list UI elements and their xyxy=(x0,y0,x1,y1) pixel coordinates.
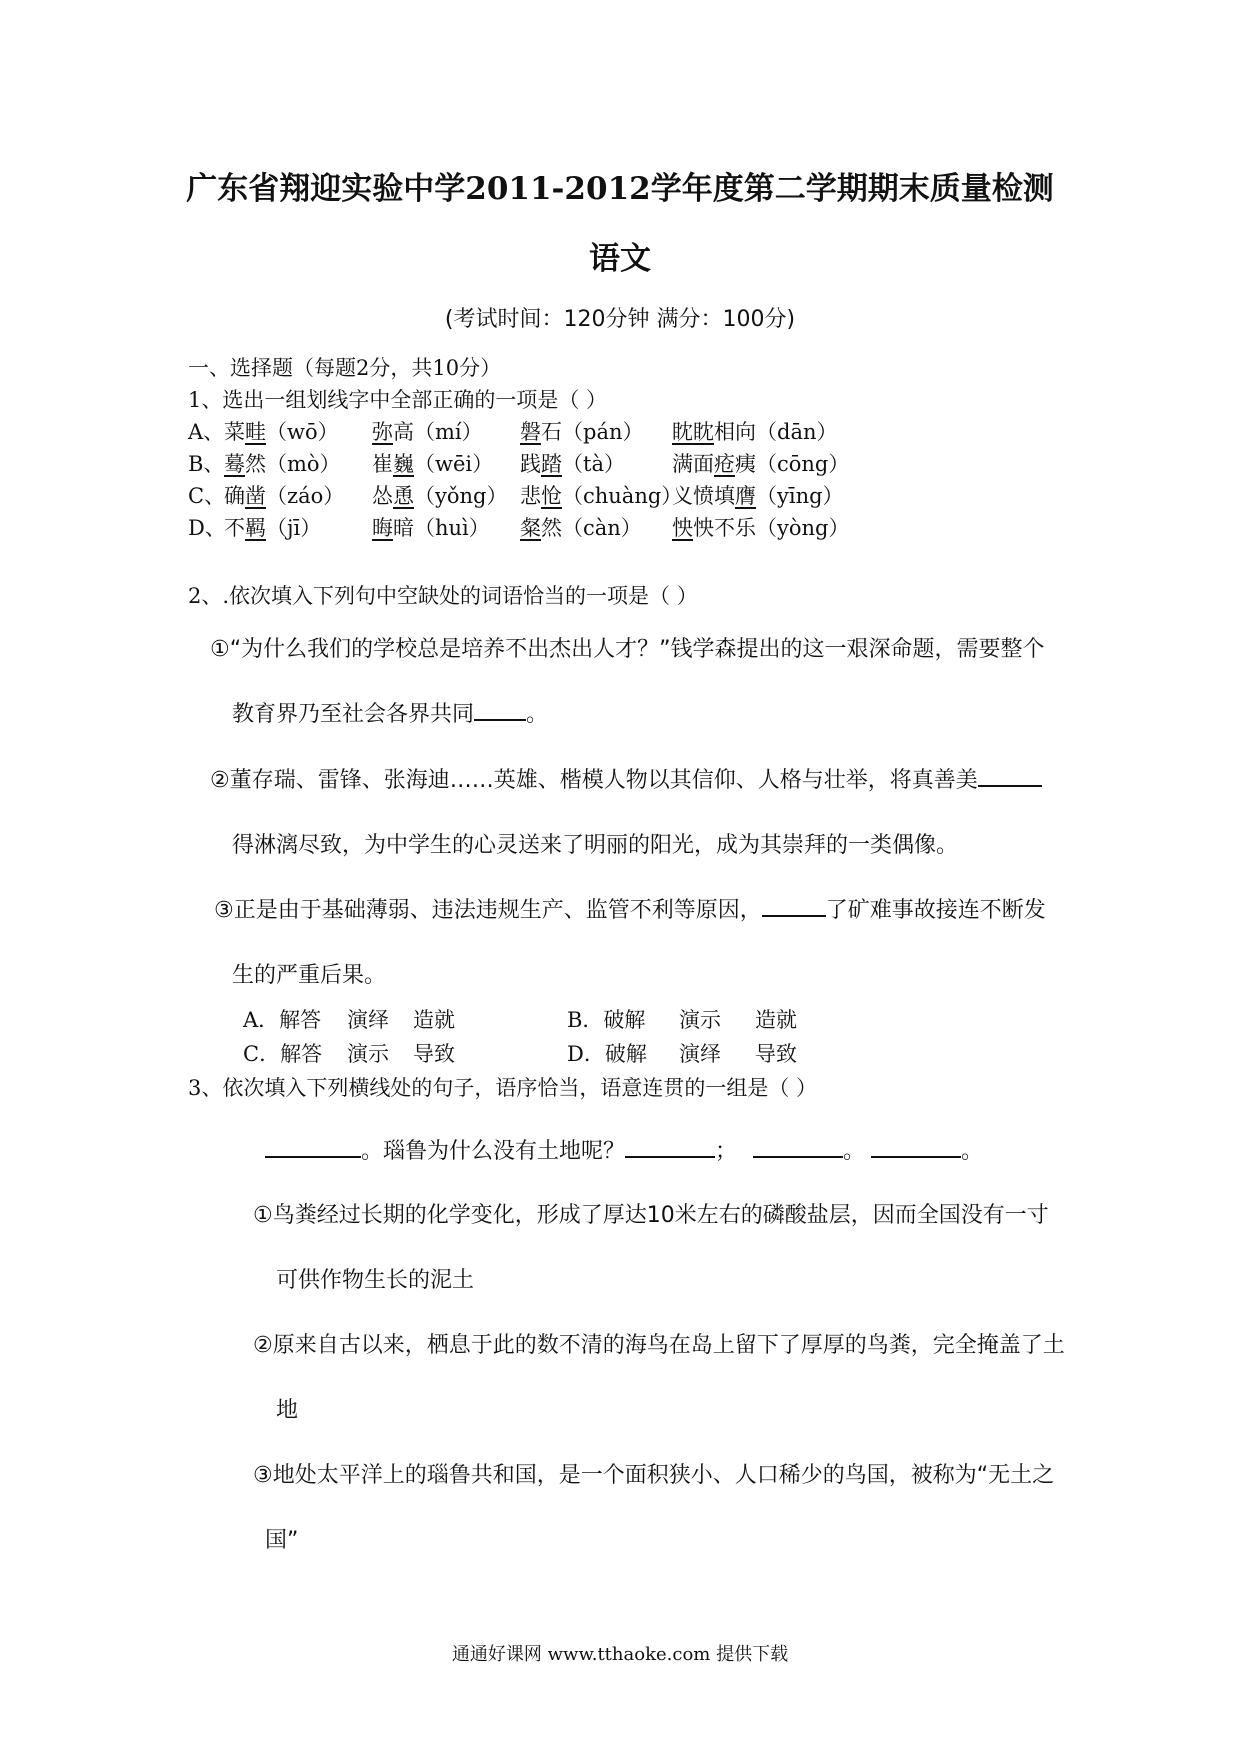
word-text: 悲 xyxy=(520,484,541,508)
word-text: 然 xyxy=(245,452,266,476)
q1-option-word xyxy=(372,512,490,542)
underlined-char: 凿 xyxy=(245,484,266,508)
q1-option-word xyxy=(224,480,344,510)
option-a xyxy=(243,1004,455,1034)
q1-option-word xyxy=(224,448,341,478)
fill-blank xyxy=(762,893,826,917)
underlined-char: 怏 xyxy=(672,516,693,540)
underlined-char: 巍 xyxy=(393,452,414,476)
word-text: 暗 xyxy=(393,516,414,540)
pinyin: （huì） xyxy=(414,516,490,540)
word-text: 相向 xyxy=(714,420,756,444)
question-3-sentence-1b: 可供作物生长的泥土 xyxy=(276,1268,475,1293)
sentence-text: ③正是由于基础薄弱、违法违规生产、监管不利等原因， xyxy=(214,898,762,923)
option-word: 造就 xyxy=(755,1008,797,1032)
word-text: 菜 xyxy=(224,420,245,444)
option-b xyxy=(567,1004,797,1034)
word-text: 满面 xyxy=(672,452,714,476)
question-3-sentence-3a: ③地处太平洋上的瑙鲁共和国，是一个面积狭小、人口稀少的鸟国，被称为“无土之 xyxy=(253,1463,1055,1488)
question-3-stem: 3、依次填入下列横线处的句子，语序恰当，语意连贯的一组是（ ） xyxy=(188,1076,818,1100)
option-word: 演示 xyxy=(347,1042,389,1066)
sentence-text: 教育界乃至社会各界共同 xyxy=(232,702,475,727)
fill-blank xyxy=(474,697,526,721)
q1-row-label: C、 xyxy=(188,484,226,508)
question-3-frame xyxy=(265,1134,983,1165)
sentence-text: 。 xyxy=(526,702,549,727)
option-word: B．破解 xyxy=(567,1008,646,1032)
option-d xyxy=(567,1038,797,1068)
underlined-char: 粲 xyxy=(520,516,541,540)
q1-option-word xyxy=(520,480,682,510)
underlined-char: 弥 xyxy=(372,420,393,444)
pinyin: （chuàng） xyxy=(562,484,683,508)
q1-option-word xyxy=(372,416,483,446)
question-3-sentence-2b: 地 xyxy=(276,1398,299,1423)
underlined-char: 恿 xyxy=(393,484,414,508)
q1-option-word xyxy=(520,512,642,542)
underlined-char: 晦 xyxy=(372,516,393,540)
q1-option-word xyxy=(520,416,644,446)
q1-option-word xyxy=(224,416,339,446)
word-text: 石 xyxy=(541,420,562,444)
exam-info: (考试时间：120分钟 满分：100分) xyxy=(444,307,796,332)
q1-option-word xyxy=(672,480,844,510)
q1-option-word xyxy=(672,512,849,542)
word-text: 然 xyxy=(541,516,562,540)
pinyin: （pán） xyxy=(562,420,644,444)
frame-text: ； xyxy=(715,1139,738,1164)
q1-row-label: B、 xyxy=(188,452,225,476)
q1-option-word xyxy=(372,448,493,478)
fill-blank xyxy=(625,1134,715,1158)
option-word: D．破解 xyxy=(567,1042,647,1066)
pinyin: （wēi） xyxy=(414,452,494,476)
word-text: 痍 xyxy=(735,452,756,476)
option-word: 导致 xyxy=(413,1042,455,1066)
option-word: 演绎 xyxy=(347,1008,389,1032)
underlined-char: 踏 xyxy=(541,452,562,476)
fill-blank xyxy=(265,1134,361,1158)
question-2-sentence-3b: 生的严重后果。 xyxy=(232,963,387,988)
fill-blank xyxy=(753,1134,843,1158)
question-2-sentence-1b xyxy=(232,697,548,728)
pinyin: （mò） xyxy=(266,452,341,476)
question-2-sentence-3a xyxy=(214,893,1046,924)
q1-option-word xyxy=(672,448,849,478)
pinyin: （yòng） xyxy=(756,516,850,540)
pinyin: （dān） xyxy=(756,420,838,444)
word-text: 崔 xyxy=(372,452,393,476)
question-3-sentence-1a: ①鸟粪经过长期的化学变化，形成了厚达10米左右的磷酸盐层，因而全国没有一寸 xyxy=(253,1203,1049,1228)
q1-row-label: A、 xyxy=(188,420,225,444)
pinyin: （mí） xyxy=(414,420,483,444)
question-3-sentence-2a: ②原来自古以来，栖息于此的数不清的海鸟在岛上留下了厚厚的鸟粪，完全掩盖了土 xyxy=(253,1333,1065,1358)
option-word: C．解答 xyxy=(243,1042,323,1066)
word-text: 确 xyxy=(224,484,245,508)
word-text: 怂 xyxy=(372,484,393,508)
q1-option-word xyxy=(224,512,321,542)
underlined-char: 磐 xyxy=(520,420,541,444)
pinyin: （yǒng） xyxy=(414,484,508,508)
underlined-char: 怆 xyxy=(541,484,562,508)
underlined-char: 疮 xyxy=(714,452,735,476)
question-2-sentence-1a: ①“为什么我们的学校总是培养不出杰出人才？”钱学森提出的这一艰深命题，需要整个 xyxy=(210,637,1045,662)
option-word: 演示 xyxy=(679,1008,721,1032)
word-text: 义愤填 xyxy=(672,484,735,508)
sentence-text: ②董存瑞、雷锋、张海迪……英雄、楷模人物以其信仰、人格与壮举，将真善美 xyxy=(210,768,978,793)
fill-blank xyxy=(978,763,1042,787)
underlined-char: 羁 xyxy=(245,516,266,540)
option-word: A．解答 xyxy=(243,1008,322,1032)
q1-option-word xyxy=(672,416,838,446)
fill-blank xyxy=(871,1134,961,1158)
question-3-sentence-3b: 国” xyxy=(265,1528,299,1553)
footer-text: 通通好课网 www.tthaoke.com 提供下载 xyxy=(451,1644,789,1665)
option-c xyxy=(243,1038,455,1068)
underlined-char: 畦 xyxy=(245,420,266,444)
q1-row-label: D、 xyxy=(188,516,226,540)
pinyin: （tà） xyxy=(562,452,625,476)
word-text: 怏不乐 xyxy=(693,516,756,540)
frame-text: 。瑙鲁为什么没有土地呢？ xyxy=(361,1139,626,1164)
pinyin: （jī） xyxy=(266,516,322,540)
q1-option-word xyxy=(372,480,507,510)
section-heading: 一、选择题（每题2分，共10分） xyxy=(188,356,502,380)
option-word: 演绎 xyxy=(679,1042,721,1066)
word-text: 不 xyxy=(224,516,245,540)
pinyin: （càn） xyxy=(562,516,642,540)
pinyin: （záo） xyxy=(266,484,345,508)
underlined-char: 眈眈 xyxy=(672,420,714,444)
q1-option-word xyxy=(520,448,625,478)
sentence-text: 了矿难事故接连不断发 xyxy=(825,898,1046,923)
question-1-stem: 1、选出一组划线字中全部正确的一项是（ ） xyxy=(188,388,608,412)
question-2-sentence-2b: 得淋漓尽致，为中学生的心灵送来了明丽的阳光，成为其崇拜的一类偶像。 xyxy=(232,833,959,858)
exam-subject: 语文 xyxy=(589,241,651,277)
frame-text: 。 xyxy=(961,1139,984,1164)
pinyin: （yīng） xyxy=(756,484,844,508)
word-text: 践 xyxy=(520,452,541,476)
question-2-sentence-2a xyxy=(210,763,1042,794)
frame-text: 。 xyxy=(843,1139,866,1164)
underlined-char: 膺 xyxy=(735,484,756,508)
underlined-char: 蓦 xyxy=(224,452,245,476)
question-2-stem: 2、.依次填入下列句中空缺处的词语恰当的一项是（ ） xyxy=(188,584,698,608)
word-text: 高 xyxy=(393,420,414,444)
exam-title: 广东省翔迎实验中学2011-2012学年度第二学期期末质量检测 xyxy=(186,171,1054,207)
option-word: 导致 xyxy=(755,1042,797,1066)
option-word: 造就 xyxy=(413,1008,455,1032)
pinyin: （wō） xyxy=(266,420,339,444)
pinyin: （cōng） xyxy=(756,452,850,476)
